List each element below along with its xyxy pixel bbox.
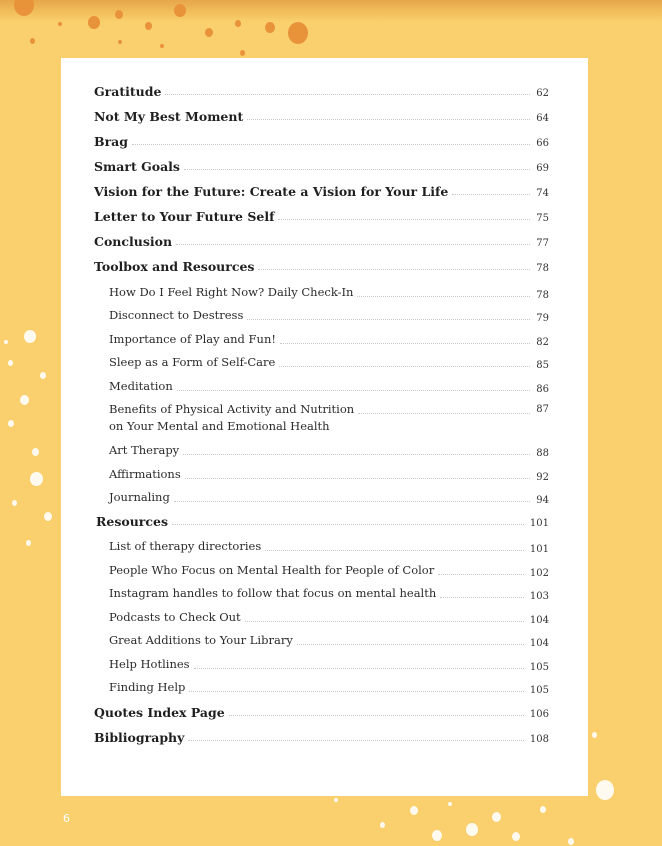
decorative-dot: [334, 798, 338, 802]
toc-entry[interactable]: [94, 134, 588, 149]
toc-entry-page: 94: [536, 495, 549, 506]
toc-entry-label: Finding Help: [109, 680, 186, 694]
toc-subentry[interactable]: [109, 679, 588, 696]
toc-entry-page: 101: [529, 544, 549, 555]
decorative-dot: [26, 540, 31, 546]
toc-entry-page: 108: [529, 734, 549, 745]
toc-subentry[interactable]: [109, 609, 588, 626]
toc-entry-page: 102: [529, 568, 549, 579]
decorative-dot: [145, 22, 152, 30]
toc-entry[interactable]: [96, 514, 588, 529]
leader-dots: [278, 219, 530, 220]
toc-entry-page: 105: [529, 662, 549, 673]
toc-subentry[interactable]: [109, 401, 588, 435]
toc-subentry[interactable]: [109, 354, 588, 371]
toc-entry[interactable]: [94, 730, 588, 745]
toc-entry-label: People Who Focus on Mental Health for People of Color: [109, 563, 435, 577]
toc-subentry[interactable]: [109, 466, 588, 483]
decorative-dot: [240, 50, 245, 56]
leader-dots: [279, 366, 530, 367]
toc-entry-page: 104: [529, 638, 549, 649]
decorative-dot: [205, 28, 213, 37]
decorative-dot: [118, 40, 122, 44]
decorative-dot: [12, 500, 17, 506]
toc-entry-label: Gratitude: [94, 84, 162, 99]
toc-subentry[interactable]: [109, 585, 588, 602]
leader-dots: [174, 501, 530, 502]
toc-subentry[interactable]: [109, 562, 588, 579]
toc-entry-label: Podcasts to Check Out: [109, 610, 241, 624]
toc-entry-page: 64: [536, 113, 549, 124]
decorative-dot: [24, 330, 36, 343]
toc-entry-label: Great Additions to Your Library: [109, 633, 293, 647]
decorative-dot: [174, 4, 186, 17]
toc-entry-label: Brag: [94, 134, 128, 149]
toc-entry-page: 87: [536, 404, 549, 415]
leader-dots: [185, 478, 531, 479]
toc-entry-page: 78: [536, 263, 549, 274]
leader-dots: [452, 194, 530, 195]
toc-entry-page: 104: [529, 615, 549, 626]
decorative-dot: [540, 806, 546, 813]
leader-dots: [184, 169, 530, 170]
decorative-dot: [8, 360, 13, 366]
leader-dots: [247, 319, 530, 320]
toc-entry-label: Resources: [96, 514, 168, 529]
leader-dots: [247, 119, 530, 120]
leader-dots: [229, 715, 524, 716]
decorative-dot: [432, 830, 442, 841]
toc-entry-label: Sleep as a Form of Self-Care: [109, 355, 276, 369]
decorative-dot: [20, 395, 29, 405]
toc-entry-label: List of therapy directories: [109, 539, 262, 553]
toc-entry-page: 66: [536, 138, 549, 149]
toc-entry-label: Bibliography: [94, 730, 185, 745]
decorative-dot: [410, 806, 418, 815]
toc-entry-label: Disconnect to Destress: [109, 308, 244, 322]
decorative-dot: [44, 512, 52, 521]
toc-entry[interactable]: [94, 109, 588, 124]
decorative-dot: [8, 420, 14, 427]
toc-entry[interactable]: [94, 234, 588, 249]
leader-dots: [188, 740, 524, 741]
toc-entry-page: 101: [529, 518, 549, 529]
toc-entry-page: 82: [536, 337, 549, 348]
toc-entry[interactable]: [94, 705, 588, 720]
toc-entry-label: Not My Best Moment: [94, 109, 244, 124]
toc-entry-page: 105: [529, 685, 549, 696]
decorative-dot: [592, 732, 597, 738]
toc-entry[interactable]: [94, 209, 588, 224]
decorative-dot: [30, 472, 43, 486]
toc-entry[interactable]: [94, 84, 588, 99]
decorative-dot: [40, 372, 46, 379]
toc-entry-label: Affirmations: [109, 467, 181, 481]
toc-subentry[interactable]: [109, 538, 588, 555]
toc-entry[interactable]: [94, 159, 588, 174]
toc-entry-label: Help Hotlines: [109, 657, 190, 671]
leader-dots: [357, 296, 530, 297]
decorative-dot: [288, 22, 308, 44]
toc-subentry[interactable]: [109, 378, 588, 395]
toc-subentry[interactable]: [109, 632, 588, 649]
toc-entry-label: How Do I Feel Right Now? Daily Check-In: [109, 285, 354, 299]
toc-entry-page: 106: [529, 709, 549, 720]
leader-dots: [245, 621, 524, 622]
toc-entry-page: 79: [536, 313, 549, 324]
toc-subentry[interactable]: [109, 331, 588, 348]
toc-entry-label-line2: on Your Mental and Emotional Health: [109, 419, 330, 433]
toc-subentry[interactable]: [109, 489, 588, 506]
leader-dots: [358, 413, 530, 414]
toc-entry-page: 88: [536, 448, 549, 459]
leader-dots: [165, 94, 530, 95]
decorative-dot: [265, 22, 275, 33]
leader-dots: [189, 691, 524, 692]
toc-subentry[interactable]: [109, 284, 588, 301]
leader-dots: [194, 668, 524, 669]
toc-entry-page: 78: [536, 290, 549, 301]
decorative-dot: [58, 22, 62, 26]
toc-entry-page: 62: [536, 88, 549, 99]
leader-dots: [438, 574, 524, 575]
leader-dots: [177, 390, 531, 391]
toc-entry-label: Smart Goals: [94, 159, 180, 174]
toc-subentry[interactable]: [109, 656, 588, 673]
decorative-dot: [568, 838, 574, 845]
toc-entry-label: Art Therapy: [109, 443, 180, 457]
toc-entry[interactable]: [94, 259, 588, 274]
decorative-dot: [235, 20, 241, 27]
toc-subentry[interactable]: [109, 307, 588, 324]
toc-entry-page: 74: [536, 188, 549, 199]
decorative-dot: [466, 823, 478, 836]
toc-entry-page: 92: [536, 472, 549, 483]
leader-dots: [265, 550, 524, 551]
leader-dots: [183, 454, 530, 455]
leader-dots: [258, 269, 530, 270]
page-number: 6: [63, 812, 70, 825]
leader-dots: [132, 144, 530, 145]
toc-entry-label-line1: Benefits of Physical Activity and Nutrition: [109, 402, 355, 416]
toc-entry[interactable]: [94, 184, 588, 199]
decorative-dot: [596, 780, 614, 800]
toc-entry-label: [109, 401, 354, 435]
leader-dots: [297, 644, 524, 645]
decorative-dot: [448, 802, 452, 806]
leader-dots: [280, 343, 530, 344]
toc-entry-label: Journaling: [109, 490, 170, 504]
toc-entry-page: 86: [536, 384, 549, 395]
leader-dots: [440, 597, 524, 598]
decorative-dot: [32, 448, 39, 456]
toc-entry-page: 77: [536, 238, 549, 249]
leader-dots: [176, 244, 530, 245]
toc-entry-page: 69: [536, 163, 549, 174]
toc-entry-page: 103: [529, 591, 549, 602]
toc-subentry[interactable]: [109, 442, 588, 459]
decorative-dot: [512, 832, 520, 841]
leader-dots: [172, 524, 524, 525]
toc-entry-label: Vision for the Future: Create a Vision for Your Life: [94, 184, 449, 199]
toc-entry-page: 85: [536, 360, 549, 371]
decorative-dot: [30, 38, 35, 44]
toc-page: [61, 58, 588, 796]
toc-entry-label: Quotes Index Page: [94, 705, 225, 720]
decorative-dot: [115, 10, 123, 19]
toc-entry-label: Instagram handles to follow that focus on mental health: [109, 586, 437, 600]
decorative-dot: [160, 44, 164, 48]
toc-entry-label: Letter to Your Future Self: [94, 209, 275, 224]
decorative-dot: [4, 340, 8, 344]
decorative-dot: [380, 822, 385, 828]
toc-entry-label: Importance of Play and Fun!: [109, 332, 276, 346]
toc-entry-label: Toolbox and Resources: [94, 259, 255, 274]
decorative-dot: [492, 812, 501, 822]
decorative-dot: [88, 16, 100, 29]
toc-entry-page: 75: [536, 213, 549, 224]
toc-entry-label: Meditation: [109, 379, 173, 393]
toc-entry-label: Conclusion: [94, 234, 173, 249]
